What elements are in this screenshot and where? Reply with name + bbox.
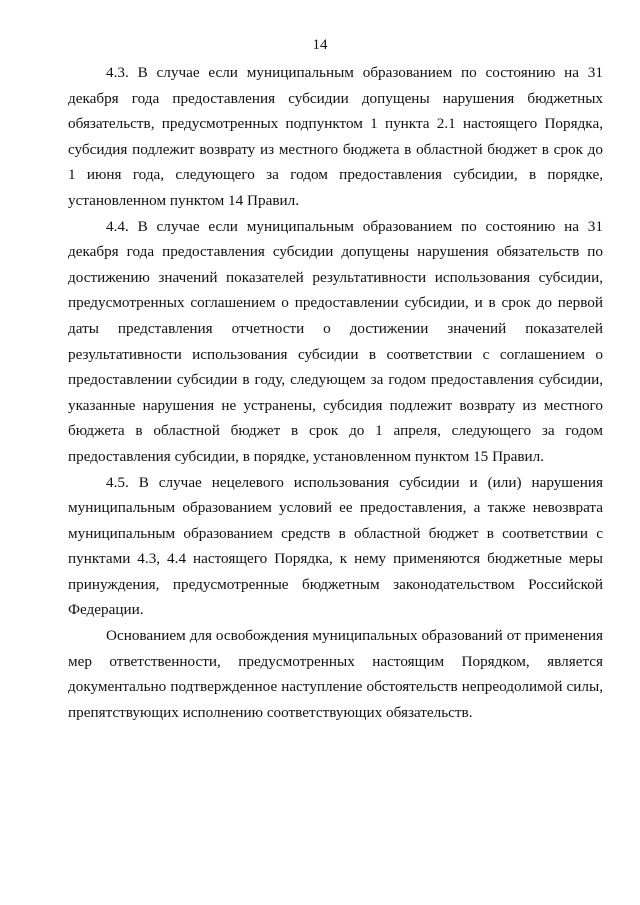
paragraph-4-5: 4.5. В случае нецелевого использования субсидии и (или) нарушения муниципальным образованием условий ее предоставления, а также невозврата муниципальным образованием средств в областной бюджет в соответствии с пунктами 4.3, 4.4 настоящего Порядка, к нему применяются бюджетные меры принуждения, предусмотренные бюджетным законодательством Российской Федерации.	[68, 473, 603, 619]
document-body	[68, 60, 603, 725]
paragraph-force-majeure: Основанием для освобождения муниципальных образований от применения мер ответственности, предусмотренных настоящим Порядком, является документально подтвержденное наступление обстоятельств непреодолимой силы, препятствующих исполнению соответствующих обязательств.	[68, 627, 603, 721]
paragraph-4-4: 4.4. В случае если муниципальным образованием по состоянию на 31 декабря года предоставления субсидии допущены нарушения обязательств по достижению значений показателей результативности использования субсидии, предусмотренных соглашением о предоставлении субсидии, и в срок до первой даты представления отчетности о достижении значений показателей результативности использования субсидии в соответствии с соглашением о предоставлении субсидии в году, следующем за годом предоставления субсидии, указанные нарушения не устранены, субсидия подлежит возврату из местного бюджета в областной бюджет в срок до 1 апреля, следующего за годом предоставления субсидии, в порядке, установленном пунктом 15 Правил.	[68, 217, 603, 465]
paragraph-4-3: 4.3. В случае если муниципальным образованием по состоянию на 31 декабря года предоставления субсидии допущены нарушения бюджетных обязательств, предусмотренных подпунктом 1 пункта 2.1 настоящего Порядка, субсидия подлежит возврату из местного бюджета в областной бюджет в срок до 1 июня года, следующего за годом предоставления субсидии, в порядке, установленном пунктом 14 Правил.	[68, 64, 603, 209]
page-number: 14	[312, 37, 328, 53]
